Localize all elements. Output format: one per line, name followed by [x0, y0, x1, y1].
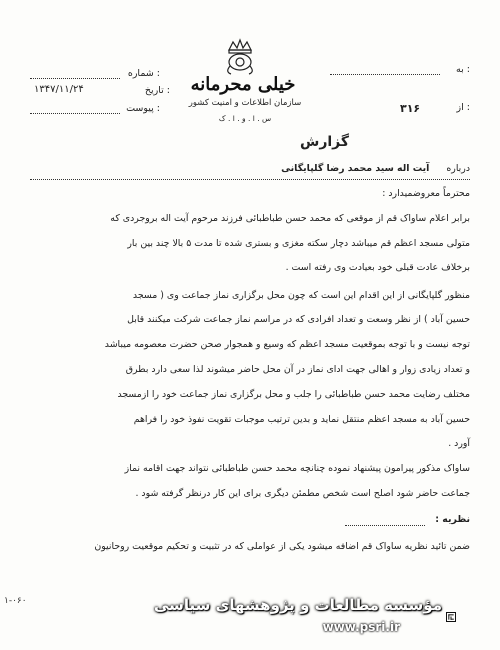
- watermark-institute-name: مؤسسه مطالعات و پژوهشهای سیاسی: [153, 596, 442, 614]
- body-line-3: برخلاف عادت قبلی خود بعیادت وی رفته است .: [285, 262, 470, 273]
- to-field: [330, 64, 470, 75]
- subject-value: آیت اله سید محمد رضا گلپایگانی: [281, 163, 430, 174]
- to-label: : به: [456, 64, 470, 75]
- date-label: : تاریخ: [144, 85, 170, 96]
- from-value: ۳۱۶: [400, 102, 421, 115]
- body-line-8: مختلف رضایت محمد حسن طباطبائی را جلب و محل برگزاری نماز جماعت خود را ازمسجد: [117, 389, 470, 400]
- opinion-heading: نظریه :: [435, 514, 470, 525]
- watermark-url: www.psri.ir: [322, 620, 400, 634]
- date-value: ۱۳۴۷/۱۱/۲۴: [34, 84, 84, 95]
- salutation: محترماً معروضمیدارد :: [382, 188, 470, 199]
- organization-code: س . ا . و . ا . ک: [218, 114, 272, 123]
- attachment-label: : پیوست: [126, 103, 160, 114]
- number-field: [30, 68, 160, 79]
- attachment-field: [30, 103, 160, 114]
- margin-note: ۱-۰۶۰: [4, 596, 27, 606]
- body-line-10: آورد .: [448, 438, 470, 449]
- final-line: ضمن تائید نظریه ساواک قم اضافه میشود یکی از عواملی که در تثبیت و تحکیم موقعیت روحانیون: [94, 541, 470, 552]
- body-line-6: توجه نیست و با توجه بموقعیت مسجد اعظم که وسیع و همجوار صحن حضرت معصومه میباشد: [104, 339, 470, 350]
- body-line-1: برابر اعلام ساواک قم از موقعی که محمد حسن طباطبائی فرزند مرحوم آیت اله بروجردی که: [110, 213, 470, 224]
- from-field: [330, 102, 470, 113]
- number-label: : شماره: [127, 68, 160, 79]
- from-label: : از: [456, 102, 470, 113]
- report-title: گزارش: [300, 134, 350, 150]
- subject-line: [30, 163, 470, 174]
- body-line-11: ساواک مذکور پیرامون پیشنهاد نموده چنانچه محمد حسن طباطبائی نتواند جهت اقامه نماز: [124, 463, 470, 474]
- body-line-4: منظور گلپایگانی از این اقدام این است که چون محل برگزاری نماز جماعت وی ( مسجد: [132, 290, 470, 301]
- institute-logo: [446, 592, 496, 642]
- date-field: [30, 85, 170, 96]
- organization-name: سازمان اطلاعات و امنیت کشور: [188, 98, 302, 108]
- body-line-9: حسین آباد به مسجد اعظم منتقل نماید و بدین ترتیب موجبات تقویت نفوذ خود را فراهم: [133, 414, 470, 425]
- body-line-2: متولی مسجد اعظم قم میباشد دچار سکته مغزی و بستری شده تا مدت ۵ بالا چند بین بار: [127, 238, 470, 249]
- body-line-12: جماعت حاضر شود اصلح است شخص مطمئن دیگری برای این کار درنظر گرفته شود .: [135, 488, 470, 499]
- body-line-7: و تعداد زیادی زوار و اهالی جهت ادای نماز در آن محل حاضر میشوند لذا سعی دارد بطرق: [125, 364, 470, 375]
- body-line-5: حسین آباد ) از نظر وسعت و تعداد افرادی که در مراسم نماز جماعت شرکت میکنند قابل: [127, 314, 470, 325]
- classification-stamp: خیلی محرمانه: [190, 74, 296, 95]
- subject-label: درباره: [446, 163, 470, 174]
